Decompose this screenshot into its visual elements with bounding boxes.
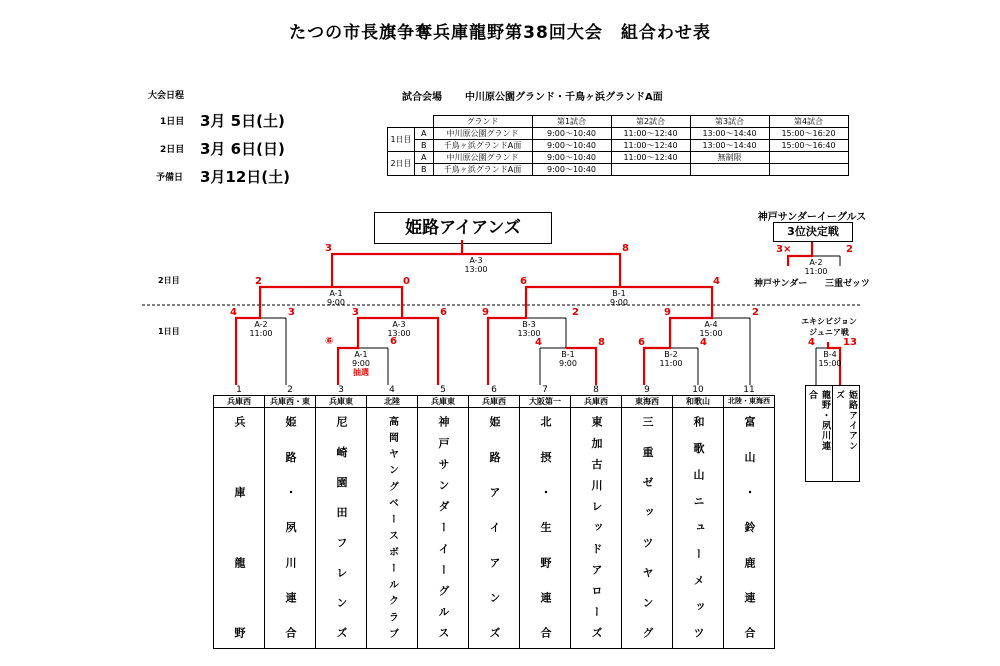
score: 6: [390, 336, 397, 347]
match-code: A-1: [354, 350, 368, 359]
team-name: 東加古川レッドアローズ: [590, 416, 603, 638]
match-label: [646, 350, 696, 368]
third-place-winner: 神戸サンダーイーグルス: [757, 212, 867, 223]
page-title: たつの市長旗争奪兵庫龍野第38回大会 組合わせ表: [289, 23, 711, 43]
exhibition-team-cell: [833, 386, 860, 482]
match-time: 9:00: [559, 359, 577, 368]
ground-name: 千鳥ヶ浜グランドA面: [433, 140, 532, 152]
team-name: 高岡ヤングベースボールクラブ: [386, 416, 398, 638]
team-region: 兵庫西: [214, 396, 265, 408]
score: ⑥: [325, 336, 334, 347]
round-label-day1: 1日目: [158, 327, 180, 336]
team-region: 兵庫西: [571, 396, 622, 408]
score: 3: [352, 307, 359, 318]
match-label: [686, 320, 736, 338]
time-cell: 11:00～12:40: [611, 128, 690, 140]
team-name-cell: [724, 408, 775, 649]
match-code: A-3: [469, 256, 483, 265]
team-number: 6: [491, 385, 497, 395]
match-code: B-2: [664, 350, 678, 359]
time-cell: 9:00～10:40: [532, 128, 611, 140]
date-key: 予備日: [156, 173, 184, 183]
score: 9: [482, 307, 489, 318]
score: 9: [664, 307, 671, 318]
ground-code: A: [415, 128, 434, 140]
match-code: A-1: [329, 289, 343, 298]
match-time: 9:00: [327, 298, 345, 307]
ground-name: 中川原公園グランド: [433, 152, 532, 164]
teams-table: [213, 385, 775, 649]
time-cell: 無制限: [690, 152, 769, 164]
match-label: [805, 350, 855, 368]
score: 6: [440, 307, 447, 318]
col-header: 第4試合: [769, 116, 848, 128]
match-code: A-2: [254, 320, 268, 329]
venue-label: 試合会場: [402, 92, 442, 103]
win-path-final-left: [332, 240, 462, 287]
third-team-right: 三重ゼッツ: [825, 279, 870, 289]
col-header: 第2試合: [611, 116, 690, 128]
ground-name: 千鳥ヶ浜グランドA面: [433, 164, 532, 176]
exhibition-table: [805, 385, 860, 482]
team-number: 5: [440, 385, 446, 395]
team-number: 10: [692, 385, 704, 395]
schedule-label: 大会日程: [148, 91, 185, 101]
ground-code: A: [415, 152, 434, 164]
round-label-day2: 2日目: [158, 276, 180, 285]
ground-name: 中川原公園グランド: [433, 128, 532, 140]
score: 6: [520, 276, 527, 287]
team-region: 東海西: [622, 396, 673, 408]
team-number: 9: [644, 385, 650, 395]
match-label: [311, 289, 361, 307]
team-name: 尼崎園田フレンズ: [335, 416, 348, 638]
match-code: B-1: [612, 289, 626, 298]
team-name-cell: [316, 408, 367, 649]
team-number: 8: [593, 385, 599, 395]
match-time: 11:00: [659, 359, 683, 368]
time-cell: 13:00～14:40: [690, 128, 769, 140]
match-time: 11:00: [249, 329, 273, 338]
time-cell: 11:00～12:40: [611, 152, 690, 164]
team-number: 2: [287, 385, 293, 395]
team-name-cell: [673, 408, 724, 649]
time-cell: 9:00～10:40: [532, 164, 611, 176]
col-header: 第3試合: [690, 116, 769, 128]
team-name: 姫路・夙川連合: [284, 416, 297, 638]
match-time: 9:00: [610, 298, 628, 307]
match-label: [791, 258, 841, 276]
ground-code: B: [415, 164, 434, 176]
score: 3: [325, 243, 332, 254]
lottery-note: 抽選: [353, 368, 369, 377]
score: 2: [572, 307, 579, 318]
team-name-cell: [469, 408, 520, 649]
col-header: 第1試合: [532, 116, 611, 128]
score: 4: [230, 307, 237, 318]
date-key: 1日目: [160, 117, 185, 127]
match-time: 15:00: [818, 359, 842, 368]
exhibition-title: エキシビジョン ジュニア戦: [801, 317, 857, 337]
team-region: 兵庫西・東: [265, 396, 316, 408]
team-region: 兵庫東: [316, 396, 367, 408]
team-region: 和歌山: [673, 396, 724, 408]
team-number: 7: [542, 385, 548, 395]
team-name-cell: [418, 408, 469, 649]
date-key: 2日目: [160, 145, 185, 155]
champion-box: 姫路アイアンズ: [374, 212, 552, 244]
team-name-cell: [520, 408, 571, 649]
match-label: [336, 350, 386, 377]
match-label: [504, 320, 554, 338]
day-cell: 1日目: [388, 128, 415, 152]
match-code: A-2: [809, 258, 823, 267]
col-header: グランド: [433, 116, 532, 128]
time-cell: 13:00～14:40: [690, 140, 769, 152]
team-name-cell: [214, 408, 265, 649]
team-region: 兵庫東: [418, 396, 469, 408]
date-value: 3月 6日(日): [200, 140, 285, 158]
match-code: B-1: [561, 350, 575, 359]
score: 0: [403, 276, 410, 287]
match-code: A-4: [704, 320, 718, 329]
time-cell: 11:00～12:40: [611, 140, 690, 152]
team-number: 11: [743, 385, 755, 395]
team-region: 北陸・東海西: [724, 396, 775, 408]
team-name-cell: [622, 408, 673, 649]
score: 4: [808, 337, 815, 348]
exhibition-team-name: 姫路アイアンズ: [834, 390, 857, 450]
team-region: 北陸: [367, 396, 418, 408]
score: 4: [700, 337, 707, 348]
team-name: 富山・鈴鹿連合: [743, 416, 756, 638]
date-value: 3月12日(土): [200, 168, 291, 186]
date-value: 3月 5日(土): [200, 112, 285, 130]
team-number: 1: [236, 385, 242, 395]
team-name: 北摂・生野連合: [539, 416, 552, 638]
ground-code: B: [415, 140, 434, 152]
time-cell: 15:00～16:40: [769, 140, 848, 152]
third-place-title: 3位決定戦: [773, 222, 853, 242]
match-time: 13:00: [517, 329, 541, 338]
match-time: 13:00: [464, 265, 488, 274]
match-label: [543, 350, 593, 368]
score: 13: [843, 337, 857, 348]
match-code: B-4: [823, 350, 837, 359]
match-time: 9:00: [352, 359, 370, 368]
match-time: 11:00: [804, 267, 828, 276]
team-name: 兵庫龍野: [233, 416, 246, 638]
exhibition-team-cell: [806, 386, 833, 482]
score: 8: [622, 243, 629, 254]
team-number: 4: [389, 385, 395, 395]
time-cell: 9:00～10:40: [532, 140, 611, 152]
score: 4: [713, 276, 720, 287]
team-number: 3: [338, 385, 344, 395]
match-label: [374, 320, 424, 338]
team-name-cell: [265, 408, 316, 649]
exhibition-team-name: 龍野・夙川連合: [807, 390, 830, 450]
time-cell: 15:00～16:20: [769, 128, 848, 140]
team-name: 神戸サンダーイーグルス: [437, 416, 450, 638]
team-region: 兵庫西: [469, 396, 520, 408]
team-name-cell: [367, 408, 418, 649]
score: 4: [535, 337, 542, 348]
team-region: 大阪第一: [520, 396, 571, 408]
team-name: 和歌山ニューメッツ: [692, 416, 705, 638]
venue-value: 中川原公園グランド・千鳥ヶ浜グランドA面: [465, 92, 663, 103]
match-label: [236, 320, 286, 338]
score: 2: [752, 307, 759, 318]
match-code: A-3: [392, 320, 406, 329]
day-cell: 2日目: [388, 152, 415, 176]
score: 6: [638, 337, 645, 348]
match-code: B-3: [522, 320, 536, 329]
score: 2: [255, 276, 262, 287]
score: 8: [598, 337, 605, 348]
third-team-left: 神戸サンダー: [754, 279, 808, 289]
match-label: [451, 256, 501, 274]
score: 2: [846, 244, 853, 255]
score: 3×: [776, 244, 792, 255]
team-name-cell: [571, 408, 622, 649]
team-name: 三重ゼッツヤング: [641, 416, 654, 638]
match-time: 13:00: [387, 329, 411, 338]
team-name: 姫路アイアンズ: [488, 416, 501, 638]
time-cell: 9:00～10:40: [532, 152, 611, 164]
match-time: 15:00: [699, 329, 723, 338]
score: 3: [288, 307, 295, 318]
match-label: [594, 289, 644, 307]
